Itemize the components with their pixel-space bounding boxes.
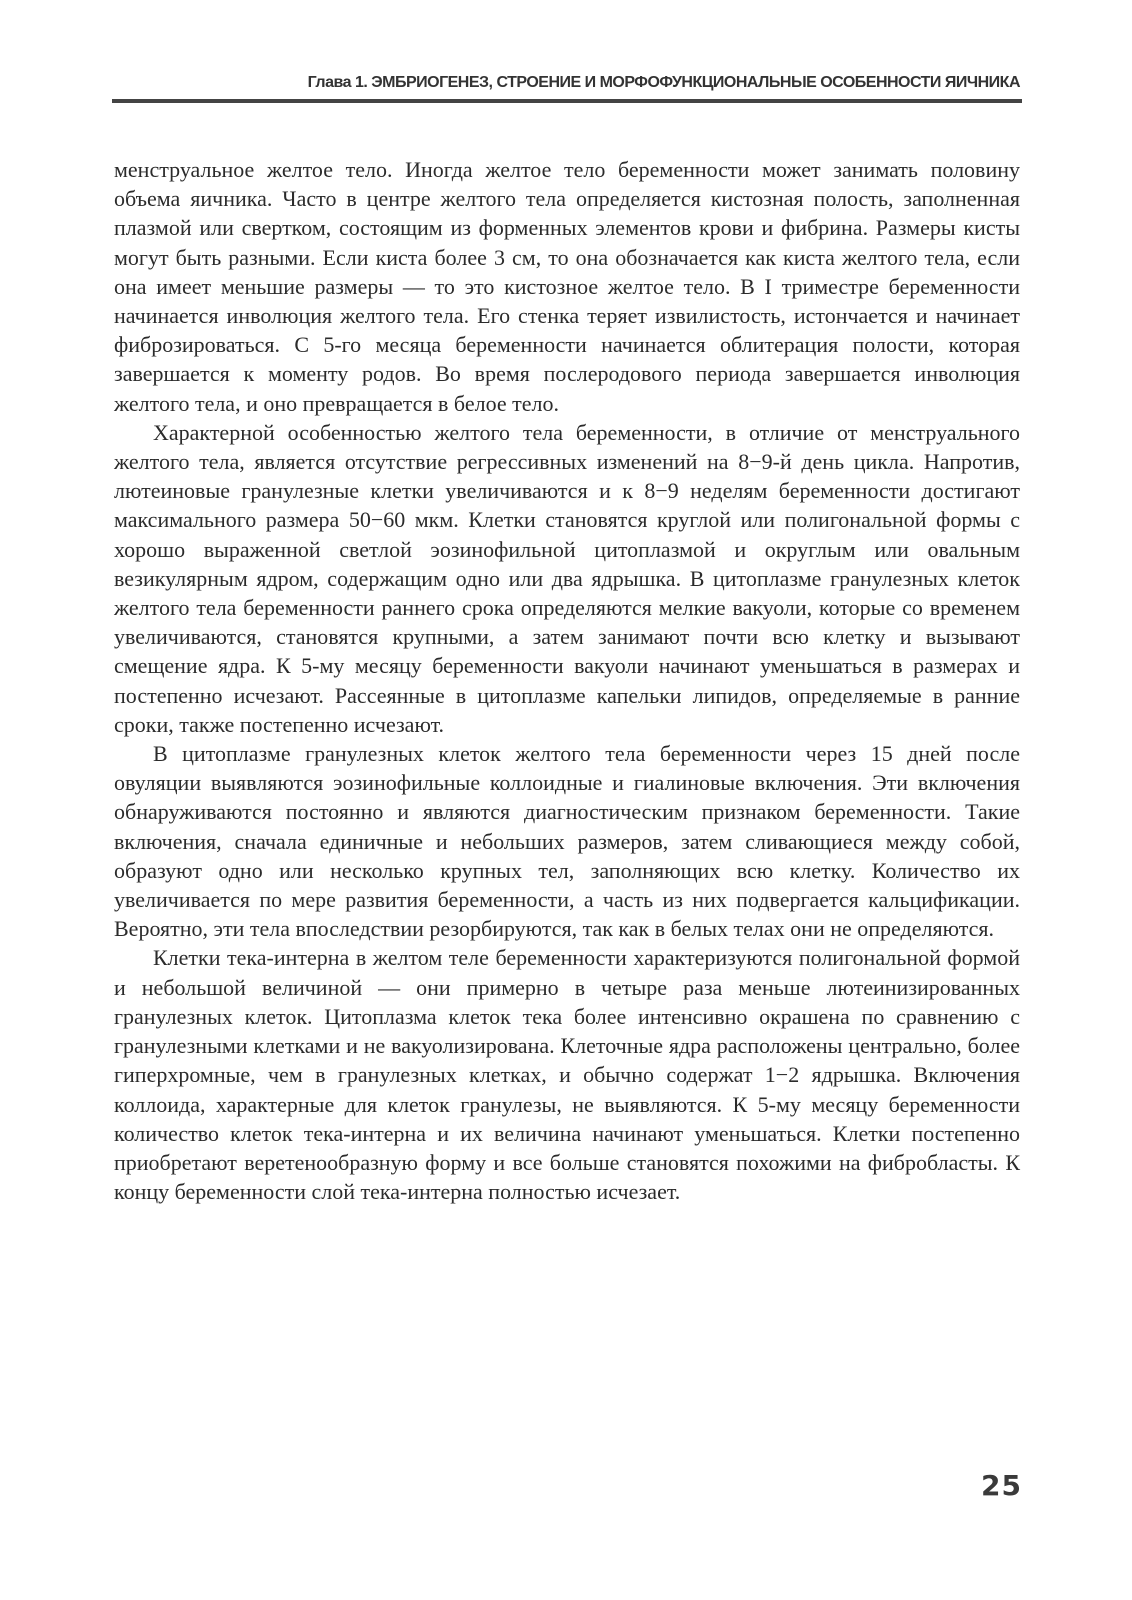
running-head: Глава 1. ЭМБРИОГЕНЕЗ, СТРОЕНИЕ И МОРФОФУНКЦИОНАЛЬНЫЕ ОСОБЕННОСТИ ЯИЧНИКА [307, 74, 1020, 91]
body-text [114, 155, 1020, 1206]
header-rule [112, 99, 1022, 103]
paragraph-1: менструальное желтое тело. Иногда желтое тело беременности может занимать половину объема яичника. Часто в центре желтого тела определяется кистозная полость, заполненная плазмой или свертком, состоящим из форменных элементов крови и фибрина. Размеры кисты могут быть разными. Если киста более 3 см, то она обозначается как киста желтого тела, если она имеет меньшие размеры — то это кистозное желтое тело. В I триместре беременности начинается инволюция желтого тела. Его стенка теряет извилистость, истончается и начинает фиброзироваться. С 5-го месяца беременности начинается облитерация полости, которая завершается к моменту родов. Во время послеродового периода завершается инволюция желтого тела, и оно превращается в белое тело. [114, 157, 1020, 416]
page-number: 25 [981, 1469, 1022, 1502]
paragraph-2: Характерной особенностью желтого тела беременности, в отличие от менструального желтого тела, является отсутствие регрессивных изменений на 8−9-й день цикла. Напротив, лютеиновые гранулезные клетки увеличиваются и к 8−9 неделям беременности достигают максимального размера 50−60 мкм. Клетки становятся круглой или полигональной формы с хорошо выраженной светлой эозинофильной цитоплазмой и округлым или овальным везикулярным ядром, содержащим одно или два ядрышка. В цитоплазме гранулезных клеток желтого тела беременности раннего срока определяются мелкие вакуоли, которые со временем увеличиваются, становятся крупными, а затем занимают почти всю клетку и вызывают смещение ядра. К 5-му месяцу беременности вакуоли начинают уменьшаться в размерах и постепенно исчезают. Рассеянные в цитоплазме капельки липидов, определяемые в ранние сроки, также постепенно исчезают. [114, 419, 1020, 737]
paragraph-4: Клетки тека-интерна в желтом теле беременности характеризуются полигональной формой и небольшой величиной — они примерно в четыре раза меньше лютеинизированных гранулезных клеток. Цитоплазма клеток тека более интенсивно окрашена по сравнению с гранулезными клетками и не вакуолизирована. Клеточные ядра расположены центрально, более гиперхромные, чем в гранулезных клетках, и обычно содержат 1−2 ядрышка. Включения коллоида, характерные для клеток гранулезы, не выявляются. К 5-му месяцу беременности количество клеток тека-интерна и их величина начинают уменьшаться. Клетки постепенно приобретают веретенообразную форму и все больше становятся похожими на фибробласты. К концу беременности слой тека-интерна полностью исчезает. [114, 945, 1020, 1205]
paragraph-3: В цитоплазме гранулезных клеток желтого тела беременности через 15 дней после овуляции выявляются эозинофильные коллоидные и гиалиновые включения. Эти включения обнаруживаются постоянно и являются диагностическим признаком беременности. Такие включения, сначала единичные и небольших размеров, затем сливающиеся между собой, образуют одно или несколько крупных тел, заполняющих всю клетку. Количество их увеличивается по мере развития беременности, а часть из них подвергается кальцификации. Вероятно, эти тела впоследствии резорбируются, так как в белых телах они не определяются. [114, 741, 1020, 942]
